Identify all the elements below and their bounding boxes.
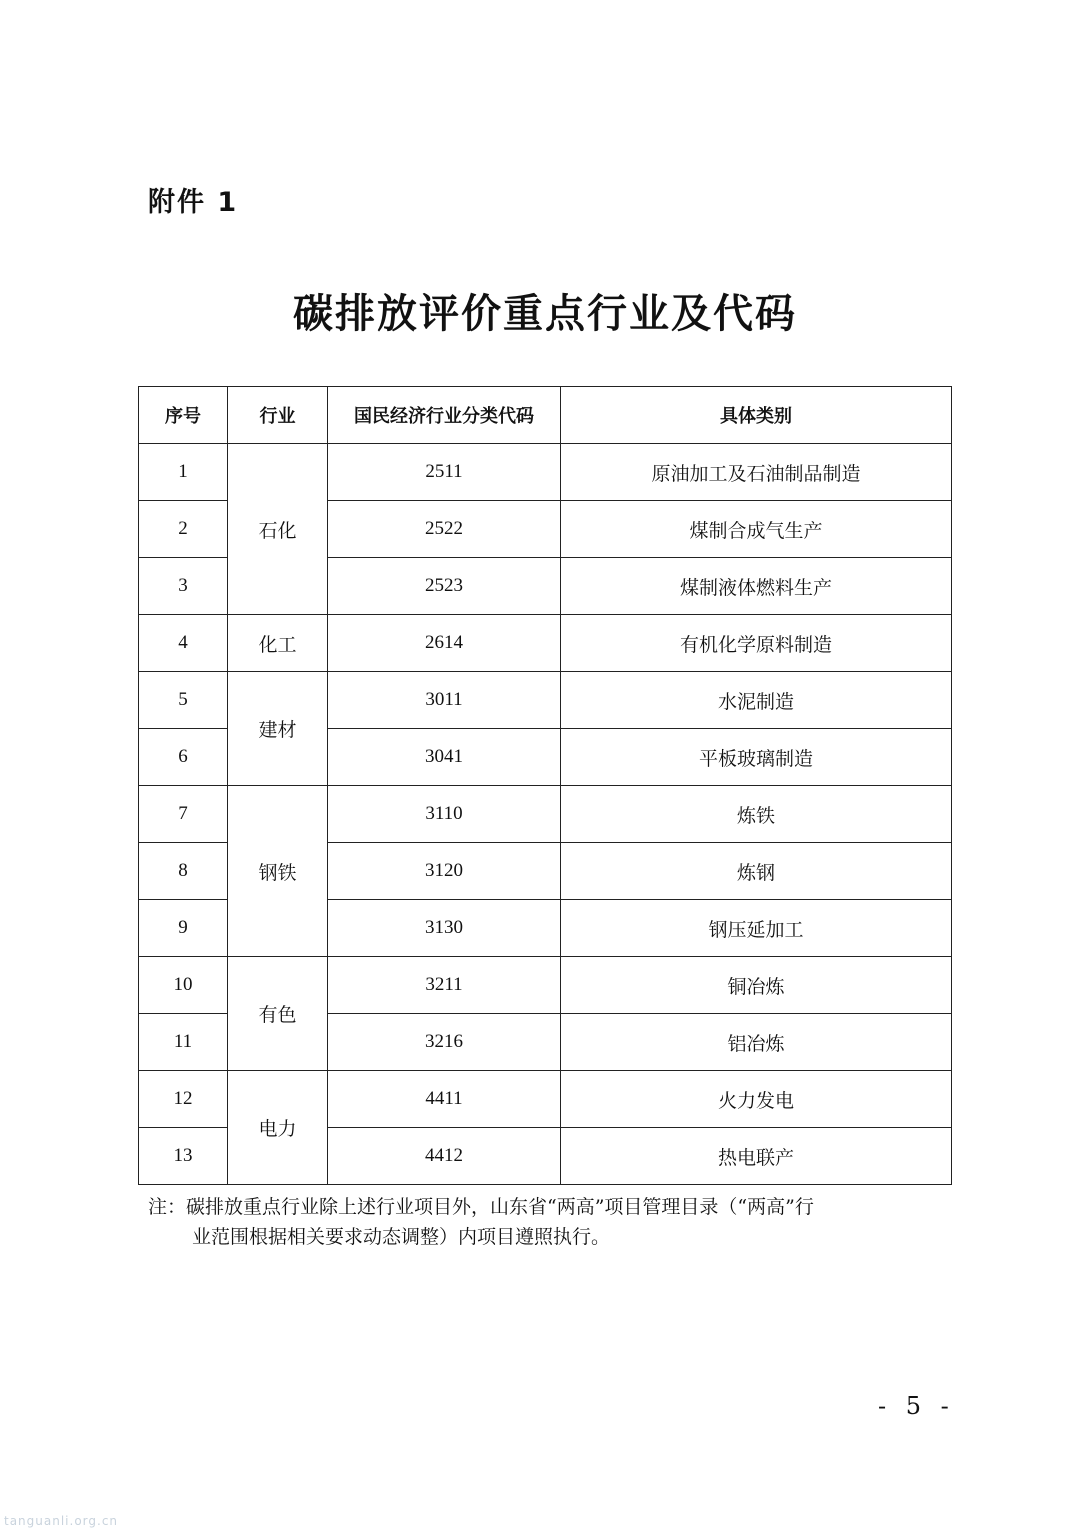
header-industry: 行业 (228, 387, 328, 444)
cell-industry: 石化 (228, 444, 328, 615)
page-number: - 5 - (878, 1392, 955, 1420)
cell-serial-number: 12 (139, 1071, 228, 1128)
table-row (139, 615, 952, 672)
table-row (139, 786, 952, 843)
cell-code: 2614 (328, 615, 561, 672)
cell-code: 4411 (328, 1071, 561, 1128)
cell-serial-number: 1 (139, 444, 228, 501)
cell-industry: 钢铁 (228, 786, 328, 957)
cell-code: 3130 (328, 900, 561, 957)
cell-category: 铜冶炼 (561, 957, 952, 1014)
cell-serial-number: 9 (139, 900, 228, 957)
header-specific-category: 具体类别 (561, 387, 952, 444)
industry-code-table (138, 386, 952, 1185)
cell-industry: 建材 (228, 672, 328, 786)
cell-industry: 化工 (228, 615, 328, 672)
cell-code: 3120 (328, 843, 561, 900)
cell-code: 4412 (328, 1128, 561, 1185)
cell-serial-number: 11 (139, 1014, 228, 1071)
cell-code: 3110 (328, 786, 561, 843)
table-header-row (139, 387, 952, 444)
cell-code: 2523 (328, 558, 561, 615)
cell-serial-number: 8 (139, 843, 228, 900)
cell-category: 原油加工及石油制品制造 (561, 444, 952, 501)
header-classification-code: 国民经济行业分类代码 (328, 387, 561, 444)
cell-serial-number: 2 (139, 501, 228, 558)
cell-code: 2522 (328, 501, 561, 558)
cell-category: 煤制合成气生产 (561, 501, 952, 558)
document-title: 碳排放评价重点行业及代码 (293, 291, 797, 337)
note-line-2: 业范围根据相关要求动态调整）内项目遵照执行。 (192, 1226, 611, 1248)
cell-industry: 电力 (228, 1071, 328, 1185)
cell-serial-number: 6 (139, 729, 228, 786)
cell-category: 有机化学原料制造 (561, 615, 952, 672)
table-row (139, 672, 952, 729)
table-row (139, 1071, 952, 1128)
cell-serial-number: 10 (139, 957, 228, 1014)
header-serial-number: 序号 (139, 387, 228, 444)
watermark: tanguanli.org.cn (4, 1514, 119, 1528)
cell-code: 2511 (328, 444, 561, 501)
cell-serial-number: 3 (139, 558, 228, 615)
cell-code: 3011 (328, 672, 561, 729)
cell-category: 炼钢 (561, 843, 952, 900)
table-row (139, 957, 952, 1014)
cell-category: 热电联产 (561, 1128, 952, 1185)
cell-code: 3041 (328, 729, 561, 786)
cell-code: 3216 (328, 1014, 561, 1071)
table-note (148, 1192, 948, 1252)
cell-category: 平板玻璃制造 (561, 729, 952, 786)
cell-category: 炼铁 (561, 786, 952, 843)
cell-category: 钢压延加工 (561, 900, 952, 957)
table-row (139, 444, 952, 501)
cell-category: 火力发电 (561, 1071, 952, 1128)
cell-serial-number: 5 (139, 672, 228, 729)
note-line-1: 注：碳排放重点行业除上述行业项目外，山东省“两高”项目管理目录（“两高”行 (148, 1196, 814, 1218)
cell-category: 煤制液体燃料生产 (561, 558, 952, 615)
cell-industry: 有色 (228, 957, 328, 1071)
cell-serial-number: 7 (139, 786, 228, 843)
cell-serial-number: 13 (139, 1128, 228, 1185)
cell-category: 水泥制造 (561, 672, 952, 729)
cell-serial-number: 4 (139, 615, 228, 672)
annex-label: 附件 1 (148, 187, 239, 218)
cell-category: 铝冶炼 (561, 1014, 952, 1071)
cell-code: 3211 (328, 957, 561, 1014)
